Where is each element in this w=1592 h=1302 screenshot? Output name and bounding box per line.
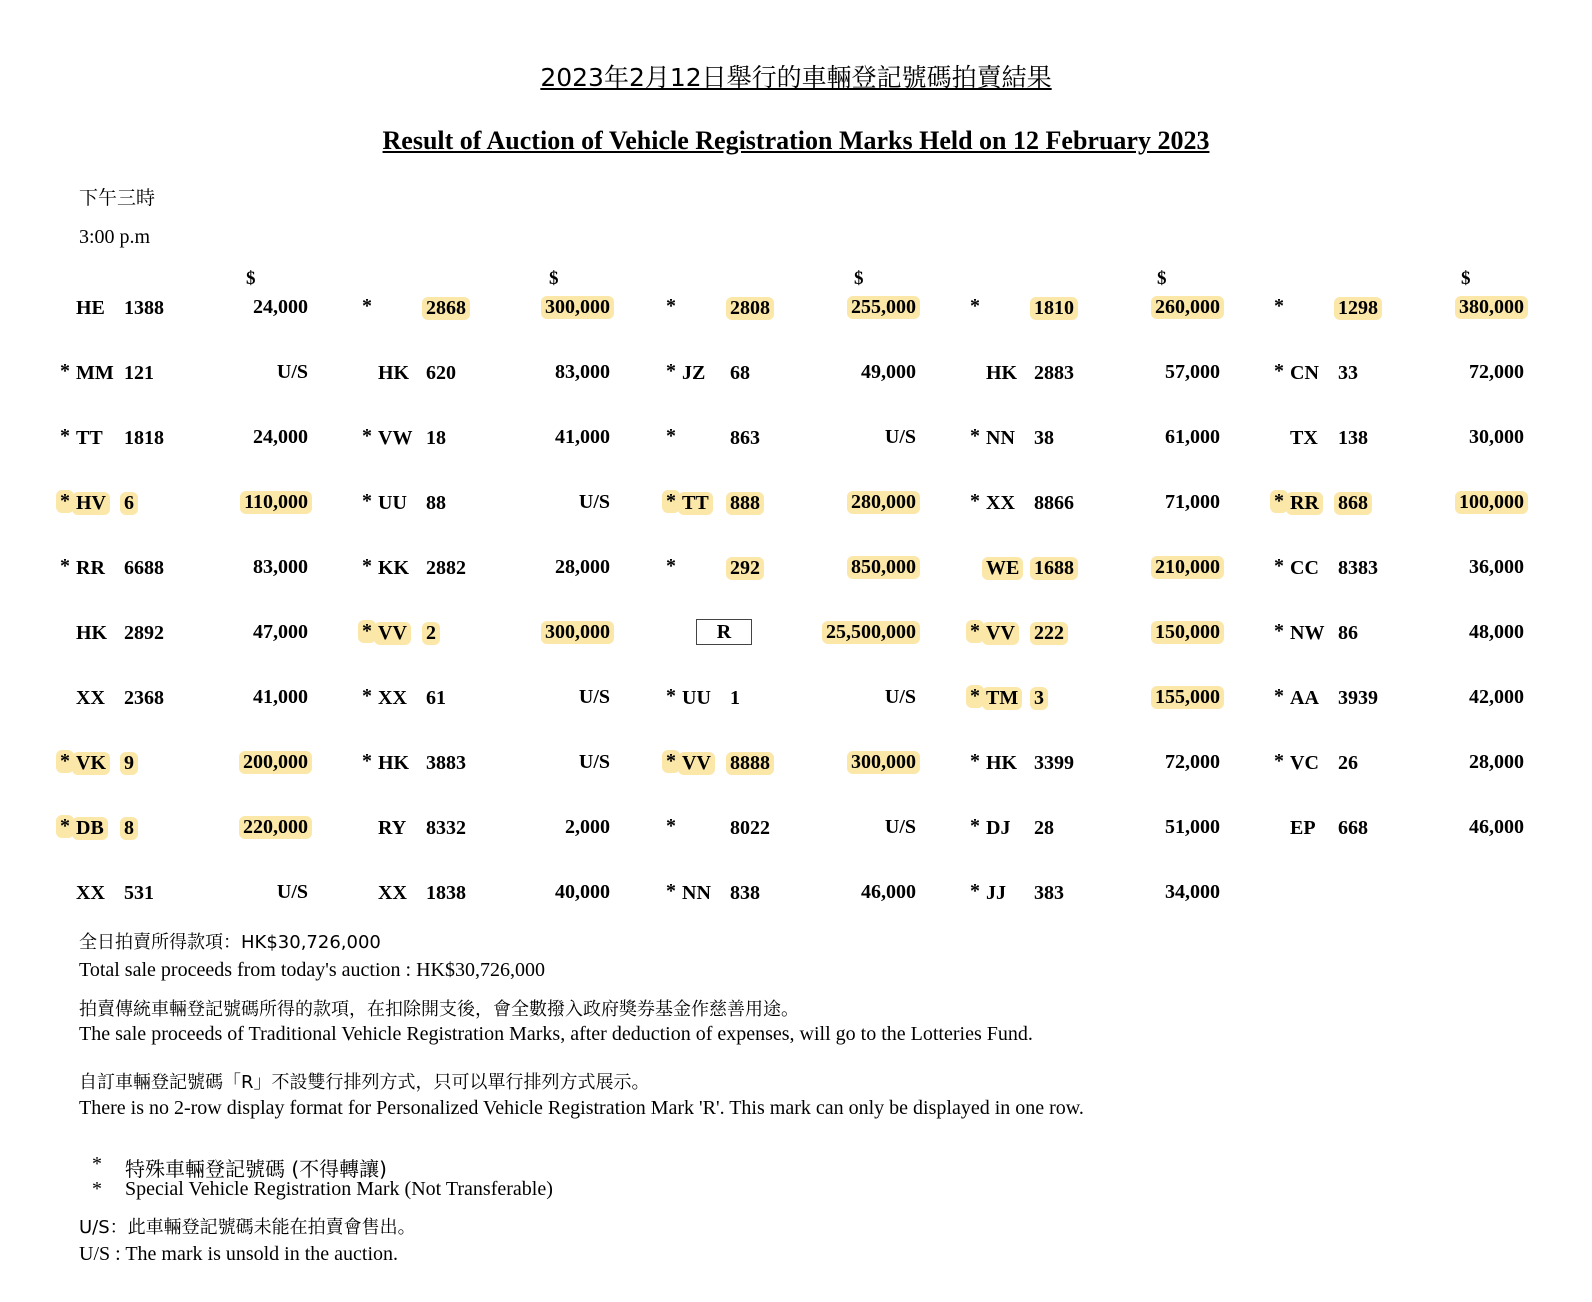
mark-digits: 9 [120, 752, 138, 775]
mark-letters: VW [378, 427, 413, 449]
mark-digits: 121 [124, 362, 154, 384]
mark-price: 110,000 [240, 491, 312, 514]
mark-price: 41,000 [253, 686, 308, 708]
special-mark-star: * [56, 750, 74, 773]
mark-letters: TM [982, 687, 1022, 710]
mark-letters: WE [982, 557, 1023, 580]
legend-star-chinese: 特殊車輛登記號碼 (不得轉讓) [125, 1157, 387, 1181]
mark-digits: 88 [426, 492, 446, 514]
special-mark-star: * [56, 815, 74, 838]
mark-entry [362, 619, 610, 649]
personalized-mark-box: R [696, 619, 752, 645]
mark-entry [60, 814, 308, 844]
special-mark-star: * [662, 490, 680, 513]
mark-letters: AA [1290, 687, 1319, 709]
mark-letters: KK [378, 557, 410, 579]
mark-digits: 2368 [124, 687, 164, 709]
mark-digits: 868 [1334, 492, 1372, 515]
mark-entry [60, 424, 308, 454]
mark-price: 210,000 [1151, 556, 1224, 579]
mark-letters: TT [76, 427, 103, 449]
mark-price: 150,000 [1151, 621, 1224, 644]
mark-digits: 2808 [726, 297, 774, 320]
mark-price: 34,000 [1165, 881, 1220, 903]
mark-letters: RR [76, 557, 105, 579]
mark-digits: 3883 [426, 752, 466, 774]
mark-letters: RR [1286, 492, 1323, 515]
special-mark-star: * [1274, 360, 1284, 382]
mark-letters: HE [76, 297, 105, 319]
mark-entry [1274, 619, 1524, 649]
mark-entry [970, 294, 1220, 324]
mark-price: 2,000 [565, 816, 610, 838]
mark-digits: 8888 [726, 752, 774, 775]
currency-header: $ [1157, 268, 1167, 289]
mark-entry [60, 749, 308, 779]
special-mark-star: * [662, 750, 680, 773]
mark-entry [362, 749, 610, 779]
mark-letters: VK [72, 752, 110, 775]
mark-entry [666, 749, 916, 779]
mark-digits: 1 [730, 687, 740, 709]
mark-letters: JJ [986, 882, 1006, 904]
special-mark-star: * [966, 685, 984, 708]
mark-digits: 8866 [1034, 492, 1074, 514]
mark-digits: 138 [1338, 427, 1368, 449]
mark-entry [60, 294, 308, 324]
unsold-note-chinese: U/S：此車輛登記號碼未能在拍賣會售出。 [79, 1217, 416, 1238]
currency-header: $ [549, 268, 559, 289]
mark-price: 260,000 [1151, 296, 1224, 319]
mark-price: 220,000 [239, 816, 312, 839]
special-mark-star: * [362, 750, 372, 772]
mark-entry [1274, 294, 1524, 324]
mark-price: 380,000 [1455, 296, 1528, 319]
mark-digits: 26 [1338, 752, 1358, 774]
mark-entry [970, 749, 1220, 779]
special-mark-star: * [970, 880, 980, 902]
special-mark-star: * [1274, 295, 1284, 317]
mark-price: 40,000 [555, 881, 610, 903]
special-mark-star: * [966, 620, 984, 643]
title-chinese: 2023年2月12日舉行的車輛登記號碼拍賣結果 [540, 63, 1052, 92]
special-mark-star: * [56, 490, 74, 513]
mark-price: 72,000 [1165, 751, 1220, 773]
session-time-chinese: 下午三時 [79, 187, 156, 209]
mark-entry [666, 619, 916, 649]
mark-letters: HK [378, 752, 410, 774]
session-time-english: 3:00 p.m [79, 226, 151, 248]
mark-entry [666, 489, 916, 519]
mark-digits: 28 [1034, 817, 1054, 839]
special-mark-star: * [666, 815, 676, 837]
mark-entry [970, 684, 1220, 714]
special-mark-star: * [362, 555, 372, 577]
mark-letters: XX [986, 492, 1015, 514]
mark-digits: 8332 [426, 817, 466, 839]
mark-entry [1274, 359, 1524, 389]
mark-digits: 8 [120, 817, 138, 840]
special-mark-star: * [1274, 620, 1284, 642]
mark-entry [970, 879, 1220, 909]
mark-digits: 2883 [1034, 362, 1074, 384]
mark-digits: 86 [1338, 622, 1358, 644]
mark-entry [666, 879, 916, 909]
mark-digits: 6 [120, 492, 138, 515]
mark-price: U/S [578, 751, 610, 773]
mark-digits: 292 [726, 557, 764, 580]
mark-entry [1274, 489, 1524, 519]
mark-price: 24,000 [253, 426, 308, 448]
special-mark-star: * [970, 490, 980, 512]
mark-letters: XX [378, 687, 407, 709]
mark-letters: XX [76, 687, 105, 709]
mark-digits: 1818 [124, 427, 164, 449]
mark-entry [362, 684, 610, 714]
mark-digits: 838 [730, 882, 760, 904]
mark-entry [60, 619, 308, 649]
mark-digits: 1838 [426, 882, 466, 904]
mark-letters: EP [1290, 817, 1316, 839]
mark-letters: HV [72, 492, 110, 515]
mark-price: 72,000 [1469, 361, 1524, 383]
mark-letters: NN [682, 882, 711, 904]
special-mark-star: * [358, 620, 376, 643]
mark-entry [362, 814, 610, 844]
mark-price: 61,000 [1165, 426, 1220, 448]
mark-entry [362, 359, 610, 389]
mark-entry [666, 554, 916, 584]
currency-header: $ [246, 268, 256, 289]
mark-price: U/S [578, 491, 610, 513]
total-proceeds-chinese: 全日拍賣所得款項：HK$30,726,000 [79, 932, 381, 953]
special-mark-star: * [362, 685, 372, 707]
mark-price: 850,000 [847, 556, 920, 579]
mark-entry [970, 489, 1220, 519]
mark-price: 25,500,000 [822, 621, 920, 644]
r-mark-note-english: There is no 2-row display format for Personalized Vehicle Registration Mark 'R'. This mark can only be displayed in one row. [79, 1097, 1084, 1119]
mark-letters: NN [986, 427, 1015, 449]
special-mark-star: * [60, 360, 70, 382]
mark-entry [970, 619, 1220, 649]
mark-digits: 3 [1030, 687, 1048, 710]
mark-letters: HK [986, 752, 1018, 774]
mark-entry [1274, 554, 1524, 584]
lotteries-note-chinese: 拍賣傳統車輛登記號碼所得的款項，在扣除開支後，會全數撥入政府獎券基金作慈善用途。 [79, 999, 799, 1020]
mark-letters: XX [378, 882, 407, 904]
mark-price: 46,000 [1469, 816, 1524, 838]
mark-letters: UU [378, 492, 407, 514]
total-proceeds-english: Total sale proceeds from today's auction : HK$30,726,000 [79, 959, 545, 981]
mark-entry [666, 424, 916, 454]
mark-digits: 6688 [124, 557, 164, 579]
mark-digits: 2882 [426, 557, 466, 579]
mark-digits: 1810 [1030, 297, 1078, 320]
mark-price: 28,000 [1469, 751, 1524, 773]
mark-price: U/S [578, 686, 610, 708]
mark-price: 83,000 [253, 556, 308, 578]
mark-digits: 888 [726, 492, 764, 515]
mark-letters: HK [378, 362, 410, 384]
mark-entry [970, 424, 1220, 454]
currency-header: $ [854, 268, 864, 289]
mark-price: 71,000 [1165, 491, 1220, 513]
mark-letters: CC [1290, 557, 1319, 579]
special-mark-star: * [362, 490, 372, 512]
mark-price: 46,000 [861, 881, 916, 903]
mark-letters: CN [1290, 362, 1319, 384]
mark-letters: DJ [986, 817, 1011, 839]
mark-price: 255,000 [847, 296, 920, 319]
mark-entry [362, 424, 610, 454]
mark-digits: 38 [1034, 427, 1054, 449]
mark-digits: 2892 [124, 622, 164, 644]
special-mark-star: * [666, 880, 676, 902]
special-mark-star: * [362, 295, 372, 317]
mark-entry [666, 814, 916, 844]
mark-entry [60, 684, 308, 714]
mark-price: 300,000 [541, 621, 614, 644]
mark-entry [362, 489, 610, 519]
mark-digits: 3399 [1034, 752, 1074, 774]
special-mark-star: * [666, 360, 676, 382]
special-mark-star: * [970, 815, 980, 837]
mark-digits: 620 [426, 362, 456, 384]
mark-entry [1274, 814, 1524, 844]
mark-letters: VV [678, 752, 715, 775]
mark-price: 155,000 [1151, 686, 1224, 709]
special-mark-star: * [970, 750, 980, 772]
mark-price: 41,000 [555, 426, 610, 448]
unsold-note-english: U/S : The mark is unsold in the auction. [79, 1243, 399, 1265]
mark-letters: HK [986, 362, 1018, 384]
mark-price: 48,000 [1469, 621, 1524, 643]
mark-price: 30,000 [1469, 426, 1524, 448]
mark-entry [60, 359, 308, 389]
special-mark-star: * [666, 425, 676, 447]
mark-price: 200,000 [239, 751, 312, 774]
special-mark-star: * [60, 425, 70, 447]
special-mark-star: * [666, 295, 676, 317]
mark-digits: 2868 [422, 297, 470, 320]
mark-entry [1274, 749, 1524, 779]
special-mark-star: * [666, 555, 676, 577]
title-english: Result of Auction of Vehicle Registration Marks Held on 12 February 2023 [382, 126, 1210, 155]
mark-price: 36,000 [1469, 556, 1524, 578]
mark-price: 57,000 [1165, 361, 1220, 383]
r-mark-note-chinese: 自訂車輛登記號碼「R」不設雙行排列方式，只可以單行排列方式展示。 [79, 1072, 650, 1093]
mark-price: U/S [884, 816, 916, 838]
mark-digits: 1298 [1334, 297, 1382, 320]
mark-entry [666, 359, 916, 389]
mark-entry [362, 294, 610, 324]
mark-entry [60, 879, 308, 909]
mark-digits: 68 [730, 362, 750, 384]
mark-letters: VC [1290, 752, 1319, 774]
mark-letters: VV [374, 622, 411, 645]
mark-digits: 3939 [1338, 687, 1378, 709]
mark-entry [970, 359, 1220, 389]
special-mark-star: * [1270, 490, 1288, 513]
mark-digits: 8383 [1338, 557, 1378, 579]
mark-digits: 863 [730, 427, 760, 449]
special-mark-star: * [1274, 750, 1284, 772]
lotteries-note-english: The sale proceeds of Traditional Vehicle Registration Marks, after deduction of expenses, will go to the Lotteries Fund. [79, 1023, 1033, 1045]
mark-digits: 668 [1338, 817, 1368, 839]
mark-digits: 8022 [730, 817, 770, 839]
mark-digits: 18 [426, 427, 446, 449]
special-mark-star: * [60, 555, 70, 577]
special-mark-star: * [362, 425, 372, 447]
mark-entry [362, 554, 610, 584]
mark-entry [1274, 684, 1524, 714]
mark-letters: XX [76, 882, 105, 904]
mark-letters: DB [72, 817, 108, 840]
mark-price: 300,000 [847, 751, 920, 774]
mark-letters: UU [682, 687, 711, 709]
mark-digits: 222 [1030, 622, 1068, 645]
mark-entry [666, 294, 916, 324]
mark-entry [970, 554, 1220, 584]
mark-price: 49,000 [861, 361, 916, 383]
mark-digits: 2 [422, 622, 440, 645]
legend-star-english: Special Vehicle Registration Mark (Not Transferable) [125, 1178, 553, 1200]
mark-price: 300,000 [541, 296, 614, 319]
mark-price: 280,000 [847, 491, 920, 514]
mark-digits: 33 [1338, 362, 1358, 384]
mark-digits: 61 [426, 687, 446, 709]
legend-star-symbol: * [92, 1153, 102, 1175]
mark-letters: JZ [682, 362, 706, 384]
special-mark-star: * [970, 295, 980, 317]
mark-price: 24,000 [253, 296, 308, 318]
legend-star-symbol-2: * [92, 1178, 102, 1200]
mark-price: 83,000 [555, 361, 610, 383]
mark-letters: TT [678, 492, 713, 515]
mark-price: U/S [884, 686, 916, 708]
mark-price: U/S [884, 426, 916, 448]
currency-header: $ [1461, 268, 1471, 289]
mark-price: 42,000 [1469, 686, 1524, 708]
mark-letters: RY [378, 817, 407, 839]
mark-price: U/S [276, 881, 308, 903]
mark-digits: 1688 [1030, 557, 1078, 580]
special-mark-star: * [1274, 685, 1284, 707]
mark-letters: HK [76, 622, 108, 644]
mark-digits: 383 [1034, 882, 1064, 904]
mark-price: 51,000 [1165, 816, 1220, 838]
special-mark-star: * [666, 685, 676, 707]
mark-letters: NW [1290, 622, 1325, 644]
mark-letters: TX [1290, 427, 1318, 449]
mark-digits: 1388 [124, 297, 164, 319]
mark-entry [60, 489, 308, 519]
mark-entry [970, 814, 1220, 844]
mark-entry [362, 879, 610, 909]
special-mark-star: * [1274, 555, 1284, 577]
special-mark-star: * [970, 425, 980, 447]
mark-price: 28,000 [555, 556, 610, 578]
mark-letters: VV [982, 622, 1019, 645]
mark-entry [666, 684, 916, 714]
mark-price: 100,000 [1455, 491, 1528, 514]
mark-price: 47,000 [253, 621, 308, 643]
mark-letters: MM [76, 362, 114, 384]
mark-digits: 531 [124, 882, 154, 904]
mark-entry [60, 554, 308, 584]
mark-entry [1274, 424, 1524, 454]
mark-price: U/S [276, 361, 308, 383]
